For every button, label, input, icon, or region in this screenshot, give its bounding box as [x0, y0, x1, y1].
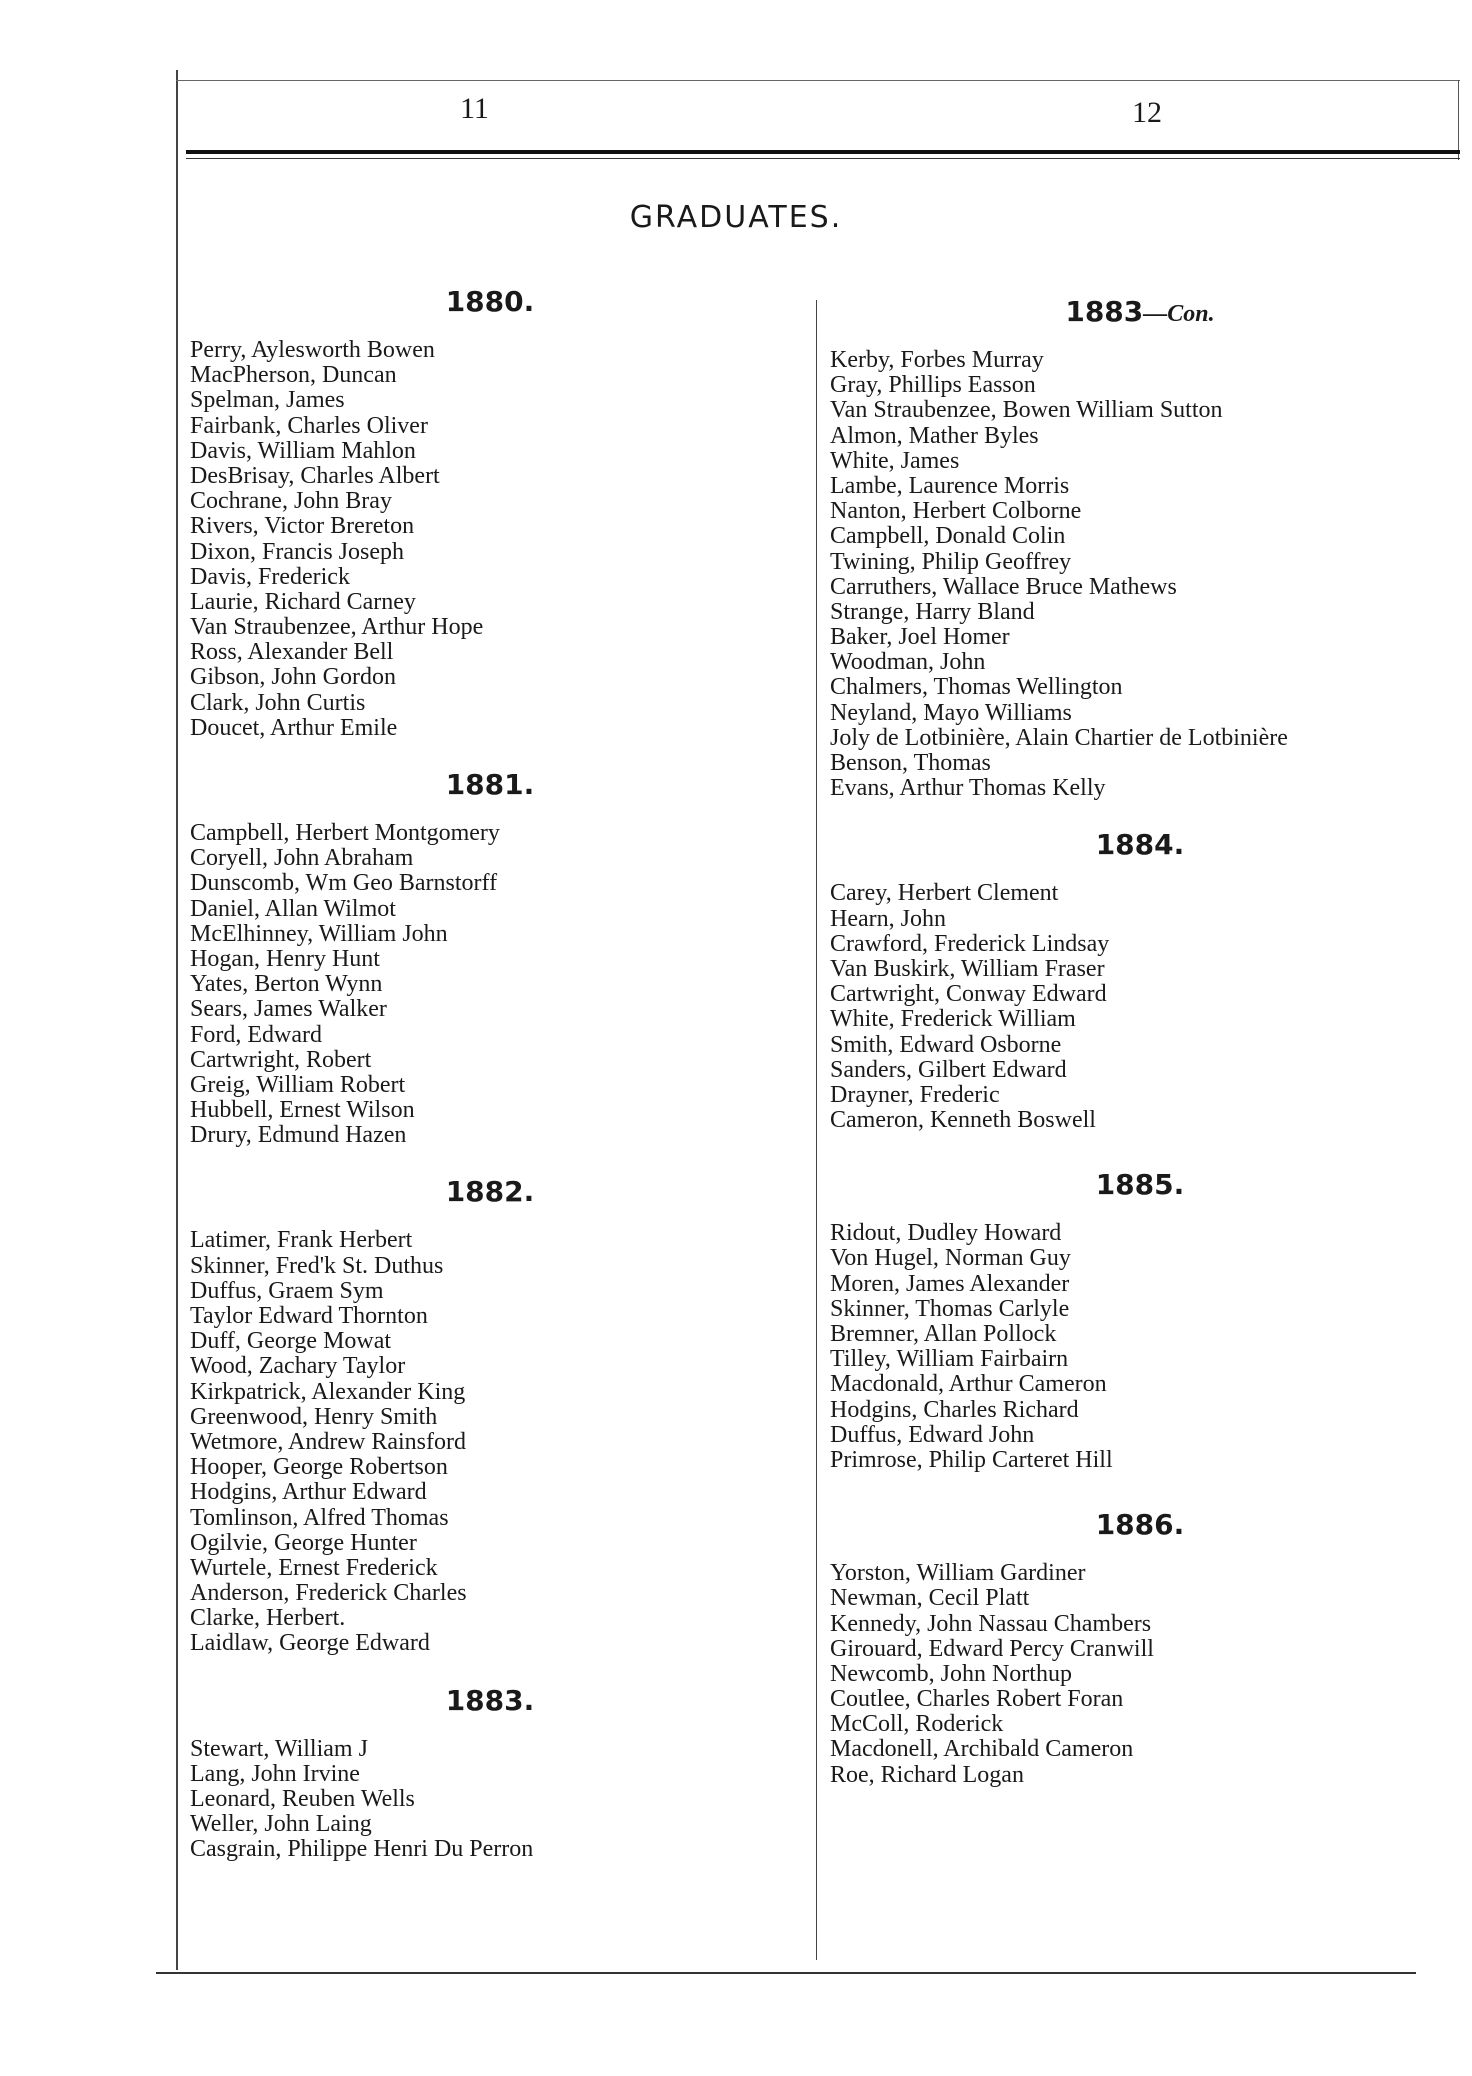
year-heading: 1886.	[1095, 1508, 1185, 1542]
graduate-name: Wurtele, Ernest Frederick	[190, 1554, 438, 1581]
graduate-name: Crawford, Frederick Lindsay	[830, 930, 1110, 957]
bottom-rule	[156, 1972, 1416, 1974]
year-block-1882	[180, 1170, 800, 1656]
graduate-name: Chalmers, Thomas Wellington	[830, 674, 1123, 701]
graduate-name: Campbell, Donald Colin	[830, 523, 1066, 550]
graduate-name: Primrose, Philip Carteret Hill	[830, 1446, 1113, 1473]
year-heading: 1881.	[445, 768, 535, 801]
year-block-1883	[180, 1679, 800, 1863]
right-edge-rule	[1458, 80, 1459, 160]
graduate-name: Tilley, William Fairbairn	[830, 1346, 1069, 1373]
header-rule-thin	[186, 158, 1460, 159]
year-label: 1883	[1065, 295, 1144, 328]
graduate-name: Latimer, Frank Herbert	[190, 1227, 413, 1254]
year-heading: 1885.	[1095, 1168, 1185, 1202]
graduate-name: Carey, Herbert Clement	[830, 880, 1059, 907]
graduate-name: Hodgins, Charles Richard	[830, 1396, 1079, 1423]
graduate-name: Kerby, Forbes Murray	[830, 347, 1044, 373]
left-margin-rule	[176, 70, 178, 1970]
graduate-name: Von Hugel, Norman Guy	[830, 1245, 1071, 1272]
graduate-name: Clarke, Herbert.	[190, 1605, 346, 1632]
graduate-name: Van Buskirk, William Fraser	[830, 955, 1105, 982]
graduate-name: Gray, Phillips Easson	[830, 372, 1036, 399]
graduate-name: Tomlinson, Alfred Thomas	[190, 1504, 449, 1531]
year-block-1886	[820, 1503, 1460, 1788]
graduate-name: Coutlee, Charles Robert Foran	[830, 1686, 1124, 1713]
graduate-name: Newman, Cecil Platt	[830, 1585, 1030, 1612]
graduate-name: McElhinney, William John	[190, 920, 448, 947]
graduate-name: Davis, Frederick	[190, 563, 350, 590]
graduate-name: Dixon, Francis Joseph	[190, 538, 404, 565]
top-rule	[176, 80, 1460, 81]
graduate-name: Newcomb, John Northup	[830, 1660, 1072, 1687]
graduate-name: Fairbank, Charles Oliver	[190, 412, 428, 439]
graduate-list	[830, 881, 1460, 1133]
graduate-list	[830, 1221, 1460, 1473]
graduate-name: White, James	[830, 447, 960, 474]
year-block-1880	[180, 280, 800, 741]
graduate-name: Woodman, John	[830, 649, 986, 676]
graduate-name: Cameron, Kenneth Boswell	[830, 1107, 1096, 1134]
graduate-name: Laidlaw, George Edward	[190, 1630, 430, 1657]
graduate-list	[190, 338, 800, 741]
graduate-list	[190, 1228, 800, 1656]
graduate-name: DesBrisay, Charles Albert	[190, 462, 440, 489]
graduate-name: Bremner, Allan Pollock	[830, 1321, 1057, 1348]
graduate-name: Wetmore, Andrew Rainsford	[190, 1428, 466, 1455]
graduate-list	[190, 821, 800, 1148]
graduate-name: Wood, Zachary Taylor	[190, 1353, 406, 1380]
graduate-name: Coryell, John Abraham	[190, 845, 414, 872]
graduate-name: Kennedy, John Nassau Chambers	[830, 1610, 1152, 1637]
graduate-name: Hubbell, Ernest Wilson	[190, 1097, 415, 1124]
graduate-list	[830, 348, 1460, 801]
graduate-name: Neyland, Mayo Williams	[830, 699, 1072, 726]
graduate-name: Hodgins, Arthur Edward	[190, 1479, 427, 1506]
graduate-name: Skinner, Thomas Carlyle	[830, 1295, 1070, 1322]
graduate-name: Yates, Berton Wynn	[190, 971, 383, 998]
graduate-name: Smith, Edward Osborne	[830, 1031, 1062, 1058]
graduate-name: Ford, Edward	[190, 1021, 322, 1048]
graduate-name: Lang, John Irvine	[190, 1760, 360, 1787]
graduate-name: Doucet, Arthur Emile	[190, 714, 398, 741]
graduate-name: Campbell, Herbert Montgomery	[190, 820, 500, 846]
graduate-name: Dunscomb, Wm Geo Barnstorff	[190, 870, 498, 897]
graduate-name: Girouard, Edward Percy Cranwill	[830, 1635, 1154, 1662]
graduate-name: Cartwright, Robert	[190, 1046, 372, 1073]
graduate-list	[190, 1737, 800, 1863]
page-number-right: 12	[1132, 96, 1162, 129]
year-block-1884	[820, 823, 1460, 1133]
graduate-name: Moren, James Alexander	[830, 1270, 1070, 1297]
graduate-name: Weller, John Laing	[190, 1811, 372, 1838]
header-rule	[186, 150, 1460, 154]
year-heading: 1882.	[445, 1175, 535, 1209]
graduate-name: Strange, Harry Bland	[830, 598, 1035, 625]
graduate-name: Stewart, William J	[190, 1735, 368, 1762]
graduate-name: Cartwright, Conway Edward	[830, 981, 1107, 1008]
continued-label: —Con.	[1143, 301, 1215, 327]
graduate-name: Hogan, Henry Hunt	[190, 945, 380, 972]
graduate-name: Yorston, William Gardiner	[830, 1560, 1086, 1587]
graduate-name: Gibson, John Gordon	[190, 664, 397, 691]
year-heading: 1883.	[445, 1683, 535, 1717]
graduate-name: Ogilvie, George Hunter	[190, 1529, 417, 1556]
graduate-name: Greenwood, Henry Smith	[190, 1403, 438, 1430]
graduate-name: Rivers, Victor Brereton	[190, 513, 415, 540]
graduate-name: Carruthers, Wallace Bruce Mathews	[830, 573, 1177, 600]
page-title: GRADUATES.	[629, 200, 843, 235]
graduate-name: Macdonell, Archibald Cameron	[830, 1736, 1134, 1763]
right-column	[820, 290, 1460, 1788]
graduate-name: Twining, Philip Geoffrey	[830, 548, 1072, 575]
graduate-name: Kirkpatrick, Alexander King	[190, 1378, 466, 1405]
year-block-1885	[820, 1163, 1460, 1473]
graduate-name: Baker, Joel Homer	[830, 624, 1010, 651]
graduate-name: White, Frederick William	[830, 1006, 1076, 1033]
graduate-name: Davis, William Mahlon	[190, 437, 416, 464]
graduate-name: McColl, Roderick	[830, 1711, 1004, 1738]
graduate-name: Clark, John Curtis	[190, 689, 366, 716]
graduate-name: Sears, James Walker	[190, 996, 387, 1023]
graduate-name: Duffus, Edward John	[830, 1421, 1035, 1448]
graduate-name: Benson, Thomas	[830, 750, 991, 777]
graduate-name: Duff, George Mowat	[190, 1328, 392, 1355]
graduate-name: Lambe, Laurence Morris	[830, 472, 1070, 499]
graduate-name: Evans, Arthur Thomas Kelly	[830, 775, 1106, 802]
graduate-name: Greig, William Robert	[190, 1071, 406, 1098]
graduate-name: Duffus, Graem Sym	[190, 1277, 384, 1304]
graduate-name: Perry, Aylesworth Bowen	[190, 337, 435, 363]
graduate-name: Macdonald, Arthur Cameron	[830, 1371, 1107, 1398]
graduate-name: Sanders, Gilbert Edward	[830, 1056, 1067, 1083]
year-block-1883-continued	[820, 290, 1460, 801]
graduate-name: Roe, Richard Logan	[830, 1761, 1024, 1788]
year-heading: 1884.	[1095, 828, 1185, 862]
graduate-name: Van Straubenzee, Arthur Hope	[190, 614, 484, 641]
graduate-name: Hearn, John	[830, 905, 946, 932]
graduate-name: Cochrane, John Bray	[190, 488, 392, 515]
page-number-left: 11	[460, 92, 489, 125]
left-column	[180, 280, 800, 1863]
graduate-name: Almon, Mather Byles	[830, 422, 1039, 449]
graduate-name: MacPherson, Duncan	[190, 362, 397, 389]
year-block-1881	[180, 763, 800, 1148]
graduate-name: Laurie, Richard Carney	[190, 588, 416, 615]
graduate-name: Casgrain, Philippe Henri Du Perron	[190, 1836, 534, 1863]
graduate-name: Joly de Lotbinière, Alain Chartier de Lotbinière	[830, 724, 1288, 751]
graduate-name: Drury, Edmund Hazen	[190, 1122, 407, 1149]
graduate-name: Ross, Alexander Bell	[190, 639, 394, 666]
graduate-name: Taylor Edward Thornton	[190, 1303, 428, 1329]
graduate-name: Van Straubenzee, Bowen William Sutton	[830, 397, 1223, 424]
graduate-name: Anderson, Frederick Charles	[190, 1580, 467, 1607]
graduate-name: Hooper, George Robertson	[190, 1454, 448, 1481]
graduate-list	[830, 1561, 1460, 1788]
graduate-name: Ridout, Dudley Howard	[830, 1220, 1062, 1247]
graduate-name: Spelman, James	[190, 387, 345, 414]
graduate-name: Leonard, Reuben Wells	[190, 1786, 415, 1812]
year-heading	[820, 290, 1460, 334]
graduate-name: Drayner, Frederic	[830, 1081, 1000, 1108]
graduate-name: Nanton, Herbert Colborne	[830, 498, 1082, 525]
year-heading: 1880.	[445, 285, 535, 318]
graduate-name: Skinner, Fred'k St. Duthus	[190, 1252, 444, 1279]
graduate-name: Daniel, Allan Wilmot	[190, 895, 396, 922]
column-divider	[816, 300, 817, 1960]
